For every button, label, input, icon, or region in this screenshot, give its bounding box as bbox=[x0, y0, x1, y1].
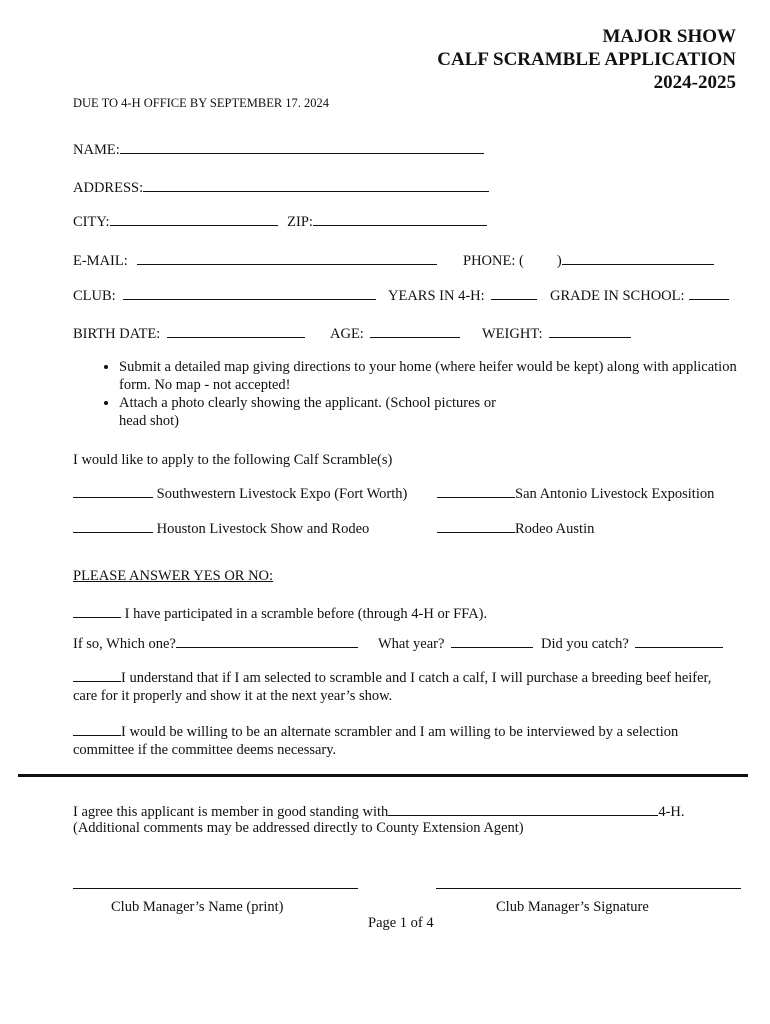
club-input-line[interactable] bbox=[123, 285, 376, 300]
phone-label: PHONE: ( bbox=[463, 253, 524, 269]
address-label: ADDRESS: bbox=[73, 180, 144, 196]
instruction-photo: • Attach a photo clearly showing the applicant. (School pictures or head shot) bbox=[119, 394, 519, 430]
alternate-answer-line[interactable] bbox=[73, 721, 121, 736]
ra-check-line[interactable] bbox=[437, 518, 515, 533]
address-input-line[interactable] bbox=[143, 177, 489, 192]
address-field bbox=[73, 177, 489, 197]
swle-check-line[interactable] bbox=[73, 483, 153, 498]
agreement-note: (Additional comments may be addressed directly to County Extension Agent) bbox=[73, 820, 524, 836]
scramble-option-hlsr bbox=[73, 518, 369, 538]
name-label: NAME: bbox=[73, 142, 120, 158]
weight-label: WEIGHT: bbox=[482, 326, 543, 342]
manager-signature-label: Club Manager’s Signature bbox=[496, 899, 649, 915]
phone-input-line[interactable] bbox=[562, 250, 714, 265]
birth-date-label: BIRTH DATE: bbox=[73, 326, 161, 342]
age-field bbox=[330, 323, 460, 343]
scramble-intro: I would like to apply to the following Calf Scramble(s) bbox=[73, 452, 393, 468]
sale-label: San Antonio Livestock Exposition bbox=[515, 486, 715, 502]
page-number: Page 1 of 4 bbox=[368, 915, 434, 931]
swle-label: Southwestern Livestock Expo (Fort Worth) bbox=[156, 486, 408, 502]
club-label: CLUB: bbox=[73, 288, 116, 304]
yes-no-heading: PLEASE ANSWER YES OR NO: bbox=[73, 568, 274, 584]
form-title-line1: MAJOR SHOW bbox=[602, 26, 736, 47]
participated-text: I have participated in a scramble before (through 4-H or FFA). bbox=[124, 606, 488, 622]
catch-input-line[interactable] bbox=[635, 633, 723, 648]
year-input-line[interactable] bbox=[451, 633, 533, 648]
scramble-option-sale bbox=[437, 483, 714, 503]
year-field bbox=[378, 633, 533, 653]
question-alternate bbox=[73, 721, 713, 759]
name-input-line[interactable] bbox=[120, 139, 484, 154]
weight-input-line[interactable] bbox=[549, 323, 631, 338]
years-label: YEARS IN 4-H: bbox=[388, 288, 485, 304]
agreement-text: I agree this applicant is member in good standing with bbox=[73, 804, 389, 820]
alternate-text: I would be willing to be an alternate scrambler and I am willing to be interviewed by a selection committee if the committee deems necessary. bbox=[73, 724, 679, 758]
scramble-option-swle bbox=[73, 483, 407, 503]
manager-name-line[interactable] bbox=[73, 888, 358, 889]
catch-label: Did you catch? bbox=[541, 636, 629, 652]
question-participated bbox=[73, 603, 487, 623]
hlsr-label: Houston Livestock Show and Rodeo bbox=[156, 521, 370, 537]
birth-date-input-line[interactable] bbox=[167, 323, 305, 338]
phone-paren: ) bbox=[556, 253, 562, 269]
form-title-line2: CALF SCRAMBLE APPLICATION bbox=[437, 49, 736, 70]
section-divider bbox=[18, 774, 748, 777]
form-title-year: 2024-2025 bbox=[653, 72, 736, 93]
ra-label: Rodeo Austin bbox=[515, 521, 595, 537]
weight-field bbox=[482, 323, 631, 343]
email-field bbox=[73, 250, 437, 270]
age-label: AGE: bbox=[330, 326, 364, 342]
years-input-line[interactable] bbox=[491, 285, 537, 300]
instructions-list bbox=[95, 358, 759, 430]
year-label: What year? bbox=[378, 636, 445, 652]
sale-check-line[interactable] bbox=[437, 483, 515, 498]
email-label: E-MAIL: bbox=[73, 253, 128, 269]
birth-date-field bbox=[73, 323, 305, 343]
question-understand bbox=[73, 667, 713, 705]
understand-answer-line[interactable] bbox=[73, 667, 121, 682]
grade-field bbox=[550, 285, 729, 305]
club-name-input-line[interactable] bbox=[388, 801, 658, 816]
catch-field bbox=[541, 633, 723, 653]
years-field bbox=[388, 285, 537, 305]
phone-field bbox=[463, 250, 714, 270]
understand-text: I understand that if I am selected to scramble and I catch a calf, I will purchase a breeding beef heifer, care for it properly and show it at the next year’s show. bbox=[73, 670, 712, 704]
city-label: CITY: bbox=[73, 214, 110, 230]
grade-label: GRADE IN SCHOOL: bbox=[550, 288, 685, 304]
hlsr-check-line[interactable] bbox=[73, 518, 153, 533]
due-date-notice: DUE TO 4-H OFFICE BY SEPTEMBER 17. 2024 bbox=[73, 96, 330, 110]
zip-label: ZIP: bbox=[287, 214, 313, 230]
which-label: If so, Which one? bbox=[73, 636, 176, 652]
city-input-line[interactable] bbox=[110, 211, 278, 226]
which-scramble-field bbox=[73, 633, 358, 653]
agreement-line bbox=[73, 801, 685, 821]
agreement-suffix: 4-H. bbox=[658, 804, 685, 820]
age-input-line[interactable] bbox=[370, 323, 460, 338]
name-field bbox=[73, 139, 484, 159]
manager-signature-line[interactable] bbox=[436, 888, 741, 889]
manager-name-label: Club Manager’s Name (print) bbox=[111, 899, 284, 915]
which-input-line[interactable] bbox=[176, 633, 358, 648]
grade-input-line[interactable] bbox=[689, 285, 729, 300]
participated-answer-line[interactable] bbox=[73, 603, 121, 618]
scramble-option-ra bbox=[437, 518, 594, 538]
club-field bbox=[73, 285, 376, 305]
email-input-line[interactable] bbox=[137, 250, 437, 265]
zip-input-line[interactable] bbox=[313, 211, 487, 226]
city-zip-row bbox=[73, 211, 487, 231]
instruction-map: • Submit a detailed map giving directions to your home (where heifer would be kept) along with application form. No map - not accepted! bbox=[119, 358, 759, 394]
